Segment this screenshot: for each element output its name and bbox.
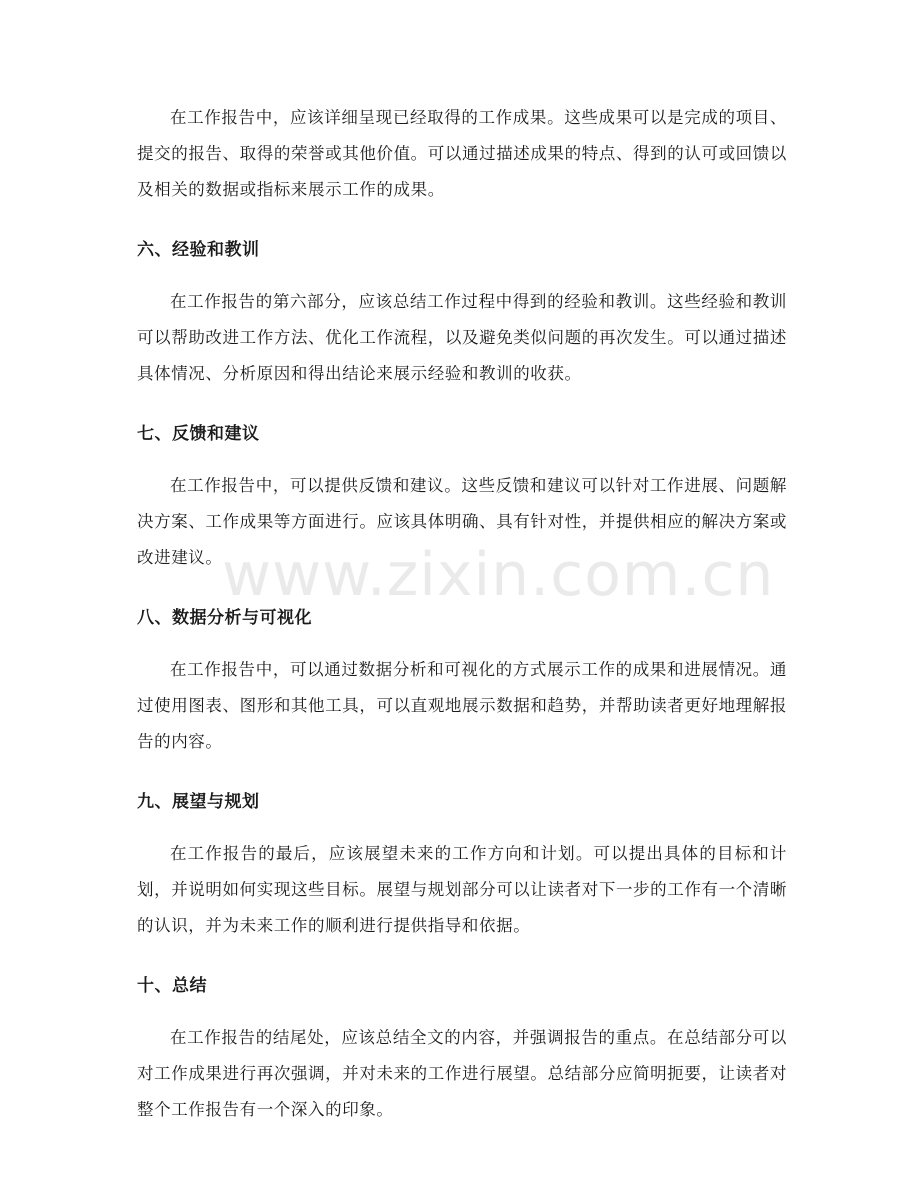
section-heading-6: 六、经验和教训 bbox=[137, 240, 260, 260]
section-heading-8: 八、数据分析与可视化 bbox=[137, 608, 312, 628]
section-body-10: 在工作报告的结尾处，应该总结全文的内容，并强调报告的重点。在总结部分可以对工作成果进行再次强调，并对未来的工作进行展望。总结部分应简明扼要，让读者对整个工作报告有一个深入的印象。 bbox=[137, 1028, 787, 1119]
watermark: www.zixin.com.cn bbox=[222, 540, 775, 610]
document-body bbox=[137, 100, 787, 1128]
section-body-9: 在工作报告的最后，应该展望未来的工作方向和计划。可以提出具体的目标和计划，并说明如何实现这些目标。展望与规划部分可以让读者对下一步的工作有一个清晰的认识，并为未来工作的顺利进行提供指导和依据。 bbox=[137, 844, 787, 935]
section-body-7: 在工作报告中，可以提供反馈和建议。这些反馈和建议可以针对工作进展、问题解决方案、工作成果等方面进行。应该具体明确、具有针对性，并提供相应的解决方案或改进建议。 bbox=[137, 476, 787, 567]
section-heading-9: 九、展望与规划 bbox=[137, 792, 260, 812]
section-body-6: 在工作报告的第六部分，应该总结工作过程中得到的经验和教训。这些经验和教训可以帮助改进工作方法、优化工作流程，以及避免类似问题的再次发生。可以通过描述具体情况、分析原因和得出结论来展示经验和教训的收获。 bbox=[137, 292, 787, 383]
intro-paragraph: 在工作报告中，应该详细呈现已经取得的工作成果。这些成果可以是完成的项目、提交的报告、取得的荣誉或其他价值。可以通过描述成果的特点、得到的认可或回馈以及相关的数据或指标来展示工作的成果。 bbox=[137, 108, 787, 199]
section-heading-7: 七、反馈和建议 bbox=[137, 424, 260, 444]
section-body-8: 在工作报告中，可以通过数据分析和可视化的方式展示工作的成果和进展情况。通过使用图表、图形和其他工具，可以直观地展示数据和趋势，并帮助读者更好地理解报告的内容。 bbox=[137, 660, 787, 751]
section-heading-10: 十、总结 bbox=[137, 976, 207, 996]
